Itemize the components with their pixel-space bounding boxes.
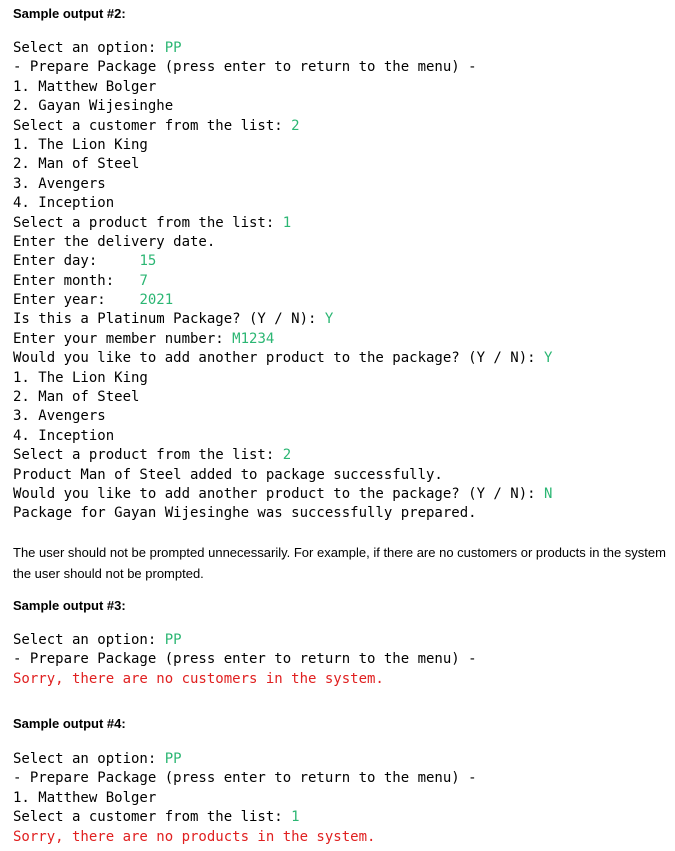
- console-line: [13, 407, 552, 426]
- console-line: [13, 39, 552, 58]
- console-text: Select an option:: [13, 632, 165, 648]
- console-line: [13, 214, 552, 233]
- console-line: [13, 670, 477, 689]
- user-input: PP: [164, 751, 182, 767]
- console-text: - Prepare Package (press enter to return to the menu) -: [13, 651, 477, 668]
- console-line: [13, 789, 477, 808]
- error-message: Sorry, there are no products in the system.: [13, 828, 376, 845]
- console-line: [13, 750, 477, 769]
- console-text: Select a product from the list:: [13, 214, 283, 231]
- user-input: N: [544, 485, 553, 502]
- console-text: 2. Man of Steel: [13, 389, 140, 406]
- console-text: Enter your member number:: [13, 330, 233, 347]
- console-text: 3. Avengers: [13, 175, 106, 192]
- console-text: - Prepare Package (press enter to return to the menu) -: [13, 59, 477, 76]
- console-line: [13, 388, 552, 407]
- sample-output-2-heading: Sample output #2:: [13, 6, 126, 21]
- console-line: [13, 446, 552, 465]
- user-input: 2021: [139, 292, 174, 309]
- console-line: [13, 828, 477, 847]
- console-text: 3. Avengers: [13, 408, 106, 425]
- console-text: - Prepare Package (press enter to return to the menu) -: [13, 770, 477, 787]
- console-line: [13, 272, 552, 291]
- console-text: Select a product from the list:: [13, 447, 283, 464]
- user-input: Y: [324, 311, 334, 328]
- console-line: [13, 233, 552, 252]
- user-input: 1: [282, 214, 292, 231]
- console-text: Would you like to add another product to the package? (Y / N):: [13, 350, 545, 367]
- user-input: M1234: [232, 330, 275, 347]
- console-line: [13, 631, 477, 650]
- sample-output-4-console: [13, 750, 477, 847]
- user-input: 2: [291, 117, 300, 134]
- console-text: 2. Gayan Wijesinghe: [13, 98, 174, 115]
- console-line: [13, 369, 552, 388]
- console-text: Enter the delivery date.: [13, 233, 216, 250]
- console-line: [13, 117, 552, 136]
- console-line: [13, 194, 552, 213]
- console-line: [13, 330, 552, 349]
- console-text: 1. The Lion King: [13, 369, 148, 386]
- user-input: Y: [544, 350, 553, 367]
- console-line: [13, 78, 552, 97]
- console-line: [13, 252, 552, 271]
- user-input: PP: [164, 632, 182, 648]
- console-text: Enter month:: [13, 272, 140, 289]
- console-text: 1. Matthew Bolger: [13, 789, 157, 806]
- console-text: Select a customer from the list:: [13, 809, 292, 826]
- user-input: 2: [282, 447, 292, 464]
- sample-output-2-console: [13, 39, 552, 524]
- console-line: [13, 97, 552, 116]
- console-line: [13, 291, 552, 310]
- error-message: Sorry, there are no customers in the system.: [13, 670, 384, 687]
- console-line: [13, 485, 552, 504]
- console-line: [13, 349, 552, 368]
- console-line: [13, 136, 552, 155]
- prompt-note-paragraph: The user should not be prompted unnecessarily. For example, if there are no customers or products in the system the user should not be prompted.: [13, 545, 666, 581]
- console-text: 1. The Lion King: [13, 136, 148, 153]
- console-line: [13, 175, 552, 194]
- console-line: [13, 310, 552, 329]
- console-line: [13, 650, 477, 669]
- console-text: Package for Gayan Wijesinghe was successfully prepared.: [13, 505, 477, 522]
- console-text: Select a customer from the list:: [13, 117, 292, 134]
- console-line: [13, 504, 552, 523]
- console-text: 4. Inception: [13, 195, 115, 212]
- console-text: Would you like to add another product to the package? (Y / N):: [13, 485, 545, 502]
- console-line: [13, 466, 552, 485]
- console-line: [13, 155, 552, 174]
- console-text: Is this a Platinum Package? (Y / N):: [13, 311, 325, 328]
- console-text: Select an option:: [13, 40, 165, 56]
- console-text: 4. Inception: [13, 427, 115, 444]
- console-line: [13, 808, 477, 827]
- user-input: 1: [291, 809, 300, 826]
- console-line: [13, 58, 552, 77]
- console-line: [13, 427, 552, 446]
- console-text: 2. Man of Steel: [13, 156, 140, 173]
- sample-output-3-console: [13, 631, 477, 689]
- user-input: PP: [164, 40, 182, 56]
- console-text: 1. Matthew Bolger: [13, 78, 157, 95]
- user-input: 7: [139, 272, 148, 289]
- user-input: 15: [139, 253, 157, 270]
- sample-output-4-heading: Sample output #4:: [13, 716, 126, 731]
- console-line: [13, 769, 477, 788]
- console-text: Product Man of Steel added to package successfully.: [13, 466, 443, 483]
- sample-output-3-heading: Sample output #3:: [13, 598, 126, 613]
- console-text: Enter day:: [13, 253, 140, 270]
- console-text: Enter year:: [13, 292, 140, 309]
- console-text: Select an option:: [13, 751, 165, 767]
